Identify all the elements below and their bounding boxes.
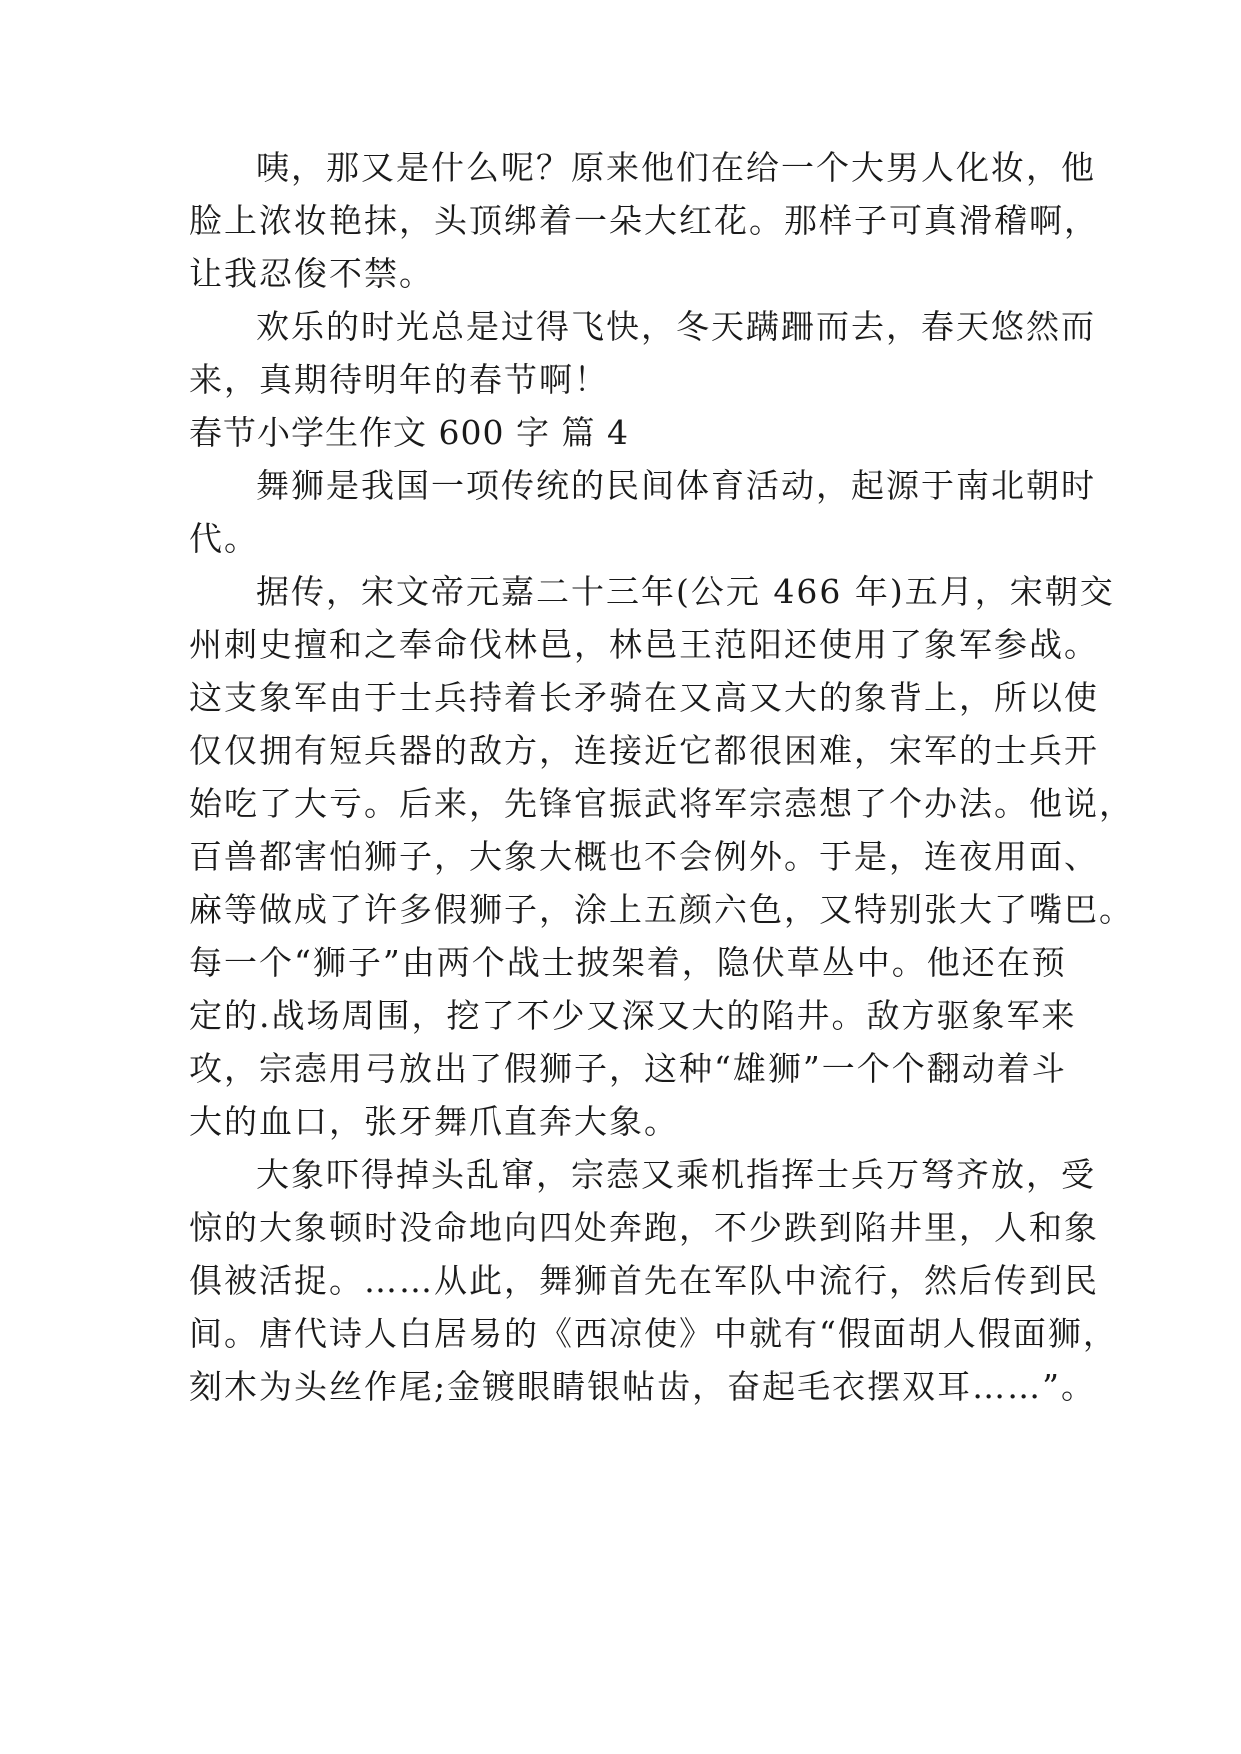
- text-line: 大的血口，张牙舞爪直奔大象。: [189, 1102, 679, 1141]
- text-line: 百兽都害怕狮子，大象大概也不会例外。于是，连夜用面、: [189, 837, 1099, 876]
- text-line: 定的.战场周围，挖了不少又深又大的陷井。敌方驱象军来: [189, 996, 1077, 1035]
- text-line: 咦，那又是什么呢？原来他们在给一个大男人化妆，他: [256, 148, 1096, 187]
- text-line: 这支象军由于士兵持着长矛骑在又高又大的象背上，所以使: [189, 678, 1099, 717]
- text-line: 刻木为头丝作尾;金镀眼睛银帖齿，奋起毛衣摆双耳……”。: [189, 1367, 1096, 1406]
- text-line: 惊的大象顿时没命地向四处奔跑，不少跌到陷井里，人和象: [189, 1208, 1099, 1247]
- text-line: 据传，宋文帝元嘉二十三年(公元 466 年)五月，宋朝交: [256, 572, 1115, 611]
- text-line: 间。唐代诗人白居易的《西凉使》中就有“假面胡人假面狮，: [189, 1314, 1118, 1353]
- text-line: 州刺史擅和之奉命伐林邑，林邑王范阳还使用了象军参战。: [189, 625, 1099, 664]
- text-line: 舞狮是我国一项传统的民间体育活动，起源于南北朝时: [256, 466, 1096, 505]
- text-line: 仅仅拥有短兵器的敌方，连接近它都很困难，宋军的士兵开: [189, 731, 1099, 770]
- text-line: 每一个“狮子”由两个战士披架着，隐伏草丛中。他还在预: [189, 943, 1067, 982]
- text-line: 麻等做成了许多假狮子，涂上五颜六色，又特别张大了嘴巴。: [189, 890, 1134, 929]
- section-heading: 春节小学生作文 600 字 篇 4: [189, 413, 629, 452]
- text-line: 俱被活捉。……从此，舞狮首先在军队中流行，然后传到民: [189, 1261, 1099, 1300]
- text-line: 让我忍俊不禁。: [189, 254, 434, 293]
- text-line: 欢乐的时光总是过得飞快，冬天蹒跚而去，春天悠然而: [256, 307, 1096, 346]
- text-line: 大象吓得掉头乱窜，宗悫又乘机指挥士兵万弩齐放，受: [256, 1155, 1096, 1194]
- text-line: 脸上浓妆艳抹，头顶绑着一朵大红花。那样子可真滑稽啊，: [189, 201, 1099, 240]
- text-line: 来，真期待明年的春节啊！: [189, 360, 609, 399]
- text-line: 攻，宗悫用弓放出了假狮子，这种“雄狮”一个个翻动着斗: [189, 1049, 1067, 1088]
- text-line: 始吃了大亏。后来，先锋官振武将军宗悫想了个办法。他说，: [189, 784, 1134, 823]
- text-line: 代。: [189, 519, 259, 558]
